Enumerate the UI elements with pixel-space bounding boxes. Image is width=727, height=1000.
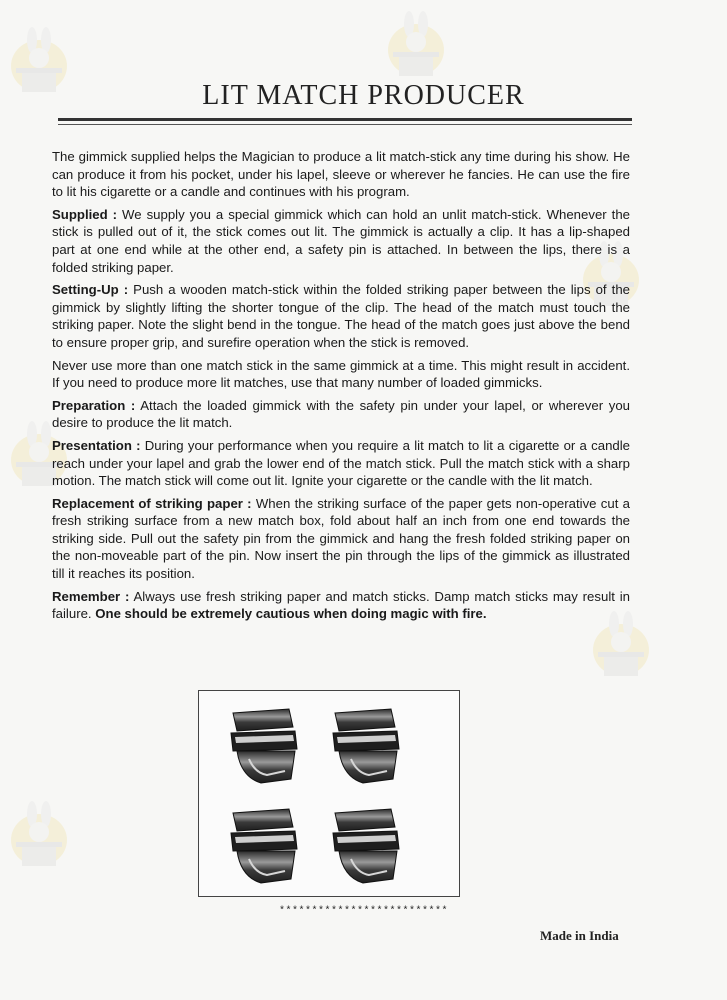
supplied-paragraph xyxy=(52,206,630,276)
made-in-label: Made in India xyxy=(540,928,619,943)
remember-label: Remember : xyxy=(52,588,130,604)
gimmick-illustration xyxy=(198,690,460,897)
setting-up-text: Push a wooden match-stick within the folded striking paper between the lips of the gimmick by slightly lifting the shorter tongue of the clip. The head of the match must touch the striking paper. Note the slight bend in the tongue. The head of the match goes just above the bend to ensure proper grip, and surefire operation when the stick is removed. xyxy=(52,282,630,350)
match-clip-gimmick-icon xyxy=(329,807,401,889)
remember-text: Always use fresh striking paper and match sticks. Damp match sticks may result in failure. xyxy=(52,588,630,622)
watermark-rabbit-icon xyxy=(8,800,70,872)
title-rule-thin xyxy=(58,124,632,125)
setting-up-paragraph xyxy=(52,281,630,351)
remember-emphasis: One should be extremely cautious when doing magic with fire. xyxy=(95,606,487,622)
intro-text: The gimmick supplied helps the Magician to produce a lit match-stick any time during his show. He can produce it from his pocket, under his lapel, sleeve or wherever he fancies. He can use the fire to lit his cigarette or a candle and continues with his program. xyxy=(52,149,630,200)
star-divider: ************************** xyxy=(278,906,449,917)
supplied-label: Supplied : xyxy=(52,206,118,222)
preparation-text: Attach the loaded gimmick with the safety pin under your lapel, or wherever you desire to produce the lit match. xyxy=(52,397,630,431)
match-clip-gimmick-icon xyxy=(329,707,401,789)
warning-paragraph xyxy=(52,357,630,392)
supplied-text: We supply you a special gimmick which can hold an unlit match-stick. Whenever the stick is pulled out of it, the stick comes out lit. The gimmick is actually a clip. It has a lip-shaped part at one end while at the other end, a safety pin is attached. In between the lips, there is a folded striking paper. xyxy=(52,206,630,275)
presentation-label: Presentation : xyxy=(52,437,141,453)
preparation-paragraph xyxy=(52,397,630,432)
title-rule xyxy=(58,118,632,121)
warning-text: Never use more than one match stick in the same gimmick at a time. This might result in accident. If you need to produce more lit matches, use that many number of loaded gimmicks. xyxy=(52,357,630,391)
replacement-text: When the striking surface of the paper gets non-operative cut a fresh striking surface from a new match box, fold about half an inch from one end towards the striking side. Pull out the safety pin from the gimmick and hang the fresh folded striking paper on the non-moveable part of the pin. Now insert the pin through the lips of the gimmick as illustrated till it reaches its position. xyxy=(52,495,630,582)
match-clip-gimmick-icon xyxy=(227,707,299,789)
replacement-label: Replacement of striking paper : xyxy=(52,495,252,511)
intro-paragraph xyxy=(52,148,630,201)
instructions-body xyxy=(52,148,630,628)
setting-up-label: Setting-Up : xyxy=(52,282,129,298)
page-title: LIT MATCH PRODUCER xyxy=(202,80,525,111)
replacement-paragraph xyxy=(52,495,630,583)
match-clip-gimmick-icon xyxy=(227,807,299,889)
watermark-rabbit-icon xyxy=(385,10,447,82)
presentation-paragraph xyxy=(52,437,630,490)
presentation-text: During your performance when you require a lit match to lit a cigarette or a candle reach under your lapel and grab the lower end of the match stick. Pull the match stick with a sharp motion. The match stick will come out lit. Ignite your cigarette or the candle with the lit match. xyxy=(52,437,631,489)
remember-paragraph xyxy=(52,588,630,623)
preparation-label: Preparation : xyxy=(52,397,136,413)
